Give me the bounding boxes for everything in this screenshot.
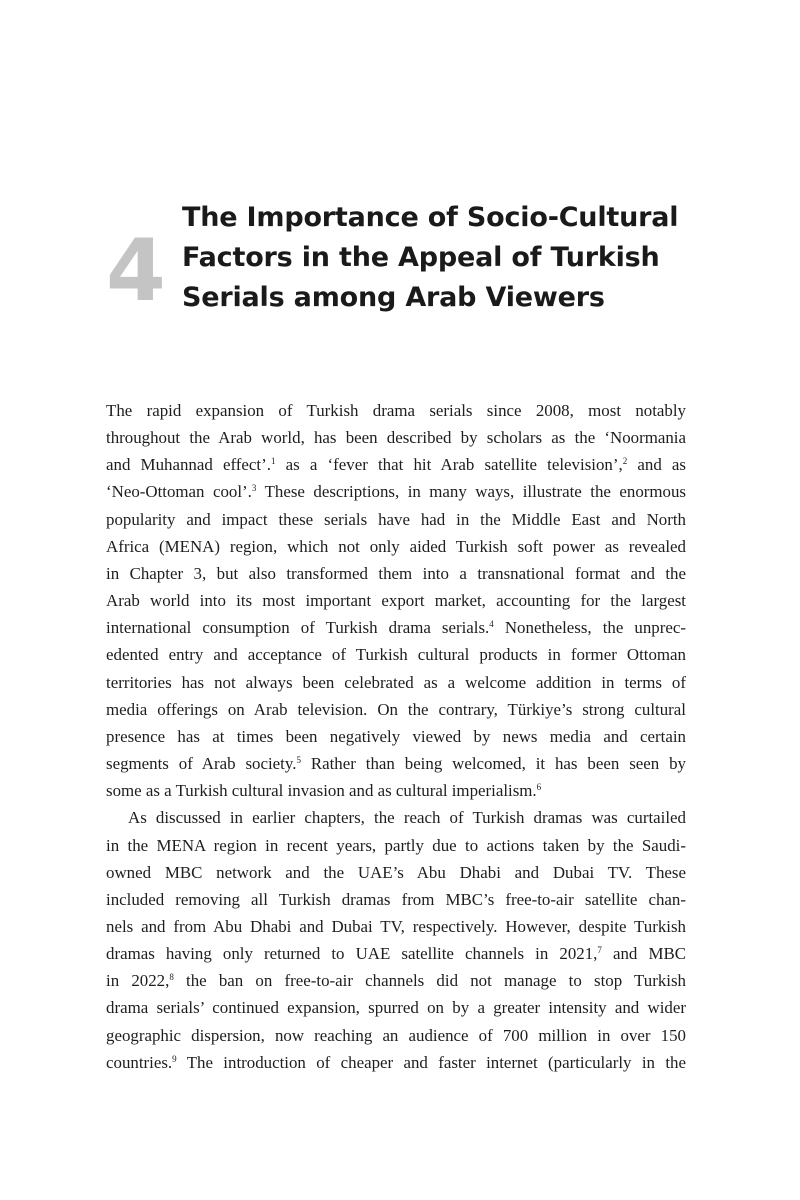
chapter-number: 4 — [106, 221, 166, 321]
text-line: international consumption of Turkish drama serials.$^4$ Nonetheless, the unprec- — [106, 618, 686, 638]
text-line: ‘Neo-Ottoman cool’.$^3$ These descriptions, in many ways, illustrate the enormous — [106, 482, 686, 502]
footnote-marker[interactable]: 7 — [597, 945, 602, 956]
text-line: The rapid expansion of Turkish drama serials since 2008, most notably — [106, 401, 686, 420]
text-line: Africa (MENA) region, which not only aided Turkish soft power as revealed — [106, 536, 686, 556]
chapter-title-line: Factors in the Appeal of Turkish — [182, 242, 660, 273]
text-line: geographic dispersion, now reaching an audience of 700 million in over 150 — [106, 1025, 686, 1045]
text-line: in the MENA region in recent years, partly due to actions taken by the Saudi- — [106, 835, 686, 855]
text-line: in 2022,$^8$ the ban on free-to-air channels did not manage to stop Turkish — [106, 971, 686, 991]
text-line: dramas having only returned to UAE satellite channels in 2021,$^7$ and MBC — [106, 944, 686, 964]
text-line: popularity and impact these serials have had in the Middle East and North — [106, 509, 686, 529]
text-line: some as a Turkish cultural invasion and as cultural imperialism.$^6$ — [106, 781, 542, 801]
footnote-marker[interactable]: 5 — [296, 755, 301, 766]
footnote-marker[interactable]: 3 — [251, 483, 257, 494]
text-line: As discussed in earlier chapters, the reach of Turkish dramas was curtailed — [128, 808, 686, 828]
text-line: throughout the Arab world, has been described by scholars as the ‘Noormania — [106, 428, 686, 448]
text-line: countries.$^9$ The introduction of cheaper and faster internet (particularly in the — [106, 1052, 686, 1072]
footnote-marker[interactable]: 8 — [169, 972, 174, 983]
text-line: presence has at times been negatively viewed by news media and certain — [106, 726, 686, 746]
text-line: and Muhannad effect’.$^1$ as a ‘fever that hit Arab satellite television’,$^2$ and as — [106, 455, 686, 475]
chapter-title — [182, 198, 722, 318]
text-line: Arab world into its most important export market, accounting for the largest — [106, 591, 686, 611]
chapter-title-line: Serials among Arab Viewers — [182, 282, 605, 313]
chapter-title-line: The Importance of Socio-Cultural — [182, 202, 679, 233]
footnote-marker[interactable]: 9 — [172, 1053, 177, 1064]
text-line: included removing all Turkish dramas from MBC’s free-to-air satellite chan- — [106, 889, 686, 909]
text-line: owned MBC network and the UAE’s Abu Dhabi and Dubai TV. These — [106, 862, 686, 882]
text-line: nels and from Abu Dhabi and Dubai TV, respectively. However, despite Turkish — [106, 916, 686, 936]
text-line: edented entry and acceptance of Turkish cultural products in former Ottoman — [106, 645, 686, 665]
text-line: media offerings on Arab television. On the contrary, Türkiye’s strong cultural — [106, 699, 686, 719]
footnote-marker[interactable]: 4 — [489, 619, 494, 630]
footnote-marker[interactable]: 2 — [622, 456, 628, 467]
footnote-marker[interactable]: 1 — [270, 456, 276, 467]
text-line: in Chapter 3, but also transformed them into a transnational format and the — [106, 563, 686, 583]
text-line: drama serials’ continued expansion, spurred on by a greater intensity and wider — [106, 998, 686, 1018]
body-text — [106, 397, 686, 1076]
footnote-marker[interactable]: 6 — [536, 782, 542, 793]
text-line: territories has not always been celebrated as a welcome addition in terms of — [106, 672, 686, 692]
text-line: segments of Arab society.$^5$ Rather than being welcomed, it has been seen by — [106, 754, 686, 774]
